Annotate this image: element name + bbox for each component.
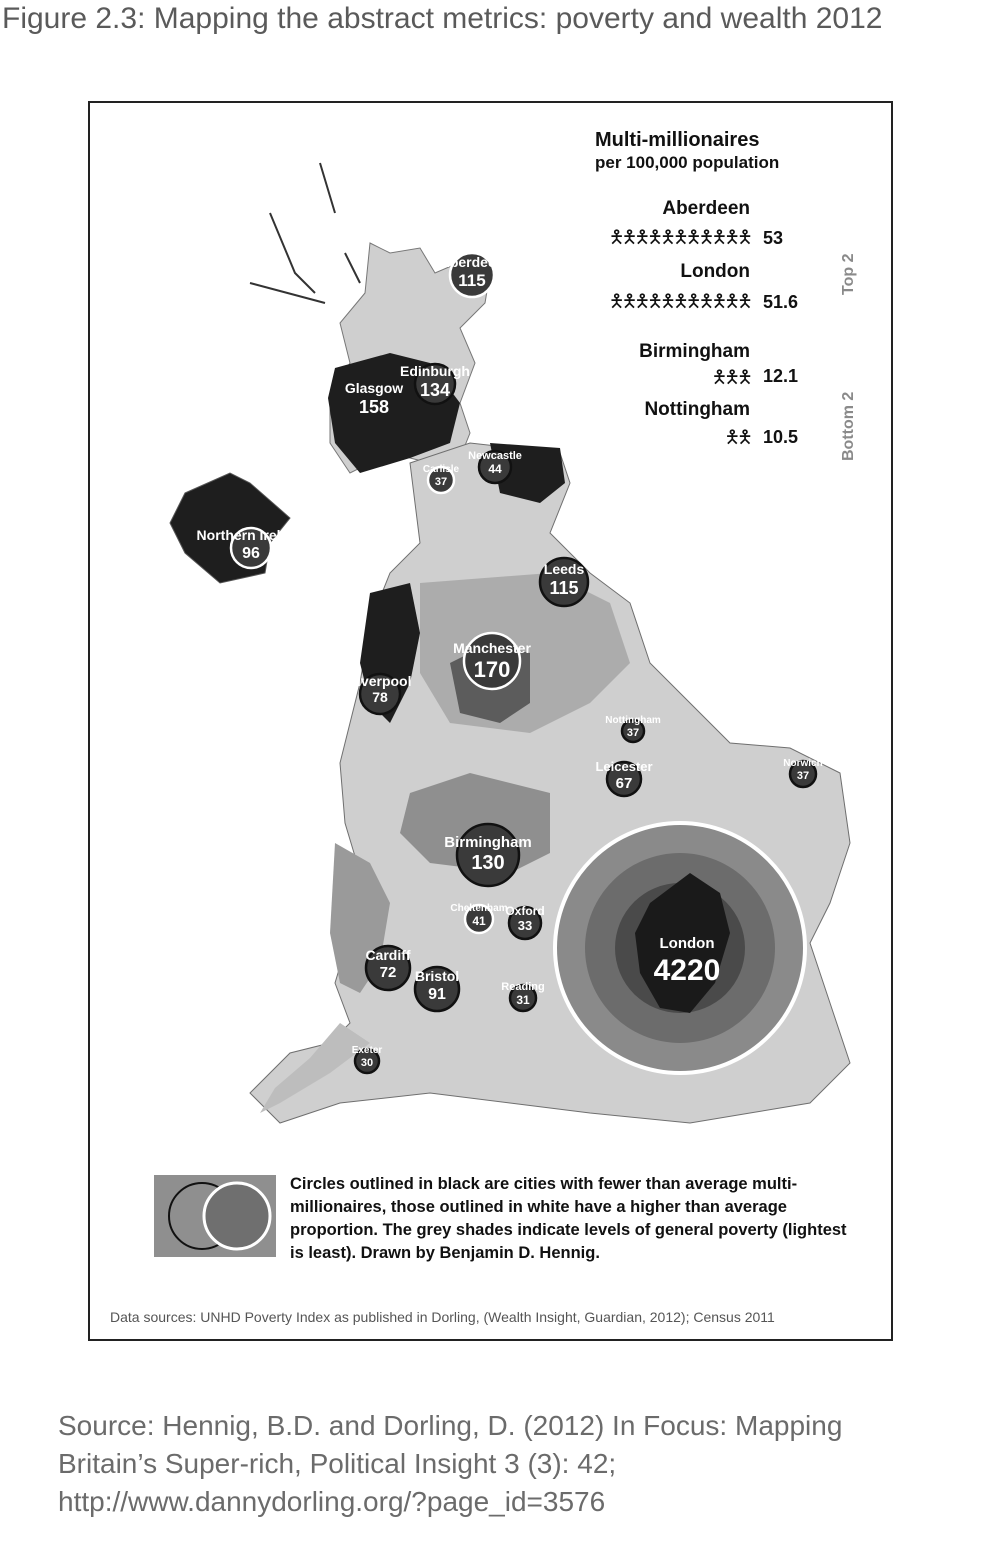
city-value: 37 [626,727,640,739]
cartogram-map [90,103,893,1341]
legend-bottom-city-1: Birmingham [639,341,750,362]
city-value: 37 [434,476,448,488]
city-label: Northern Ireland [196,527,306,543]
key-circles [154,1175,276,1257]
legend-bottom-label: Bottom 2 [840,391,857,461]
city-value: 44 [488,462,502,476]
city-label: London [659,935,715,952]
city-label: Exeter [351,1045,383,1056]
legend-top-label: Top 2 [840,253,857,295]
city-label: Aberdeen [439,254,505,270]
city-value: 134 [419,380,451,400]
legend-bottom-city-2: Nottingham [644,399,750,420]
city-value: 158 [358,397,390,417]
city-value: 33 [517,918,533,933]
city-label: Birmingham [444,834,532,851]
city-label: Edinburgh [400,363,470,379]
source-url: http://www.dannydorling.org/?page_id=3576 [58,1486,606,1517]
legend-bottom-icons-2: 🯅🯅 [724,427,750,447]
city-label: Oxford [505,904,545,918]
city-label: Reading [501,981,545,993]
key-description: Circles outlined in black are cities with fewer than average multi-millionaires, those outlined in white have a higher than average proportion. The grey shades indicate levels of general poverty (lightest is least). Drawn by Benjamin D. Hennig. [290,1175,847,1262]
legend-bottom-value-1: 12.1 [763,366,799,386]
city-value: 67 [615,775,633,792]
city-label: Leicester [595,759,653,774]
legend-bottom-icons-1: 🯅🯅🯅 [711,367,750,387]
legend-top-icons-2: 🯅🯅🯅🯅🯅🯅🯅🯅🯅🯅🯅 [608,291,750,311]
city-value: 41 [472,914,486,928]
city-value: 130 [471,852,505,874]
city-value: 115 [549,578,579,598]
city-value: 4220 [653,954,721,987]
legend-top-city-1: Aberdeen [662,198,750,219]
source-citation [58,1407,988,1521]
legend-top-value-1: 53 [763,228,784,248]
city-value: 96 [242,545,260,562]
map-figure [88,101,893,1341]
city-value: 30 [360,1057,374,1069]
city-value: 91 [428,986,446,1003]
city-value: 170 [473,657,511,682]
city-value: 31 [516,993,530,1007]
legend-top-value-2: 51.6 [763,292,799,312]
city-label: Norwich [783,758,823,769]
legend-title: Multi-millionaires [595,129,760,151]
legend-top-city-2: London [680,261,750,282]
city-label: Manchester [453,640,531,656]
source-line: Source: Hennig, B.D. and Dorling, D. (2012) In Focus: Mapping [58,1410,843,1441]
city-value: 115 [458,271,486,290]
land-highlands-lines [250,163,360,303]
city-label: Nottingham [605,715,661,726]
legend [595,127,875,173]
city-label: Liverpool [348,673,412,689]
source-line: Britain’s Super-rich, Political Insight 3 (3): 42; [58,1448,617,1479]
legend-bottom-value-2: 10.5 [763,427,799,447]
city-value: 72 [379,964,397,981]
city-label: Glasgow [344,380,404,396]
city-label: Carlisle [422,464,460,475]
data-sources: Data sources: UNHD Poverty Index as published in Dorling, (Wealth Insight, Guardian, 2012); Census 2011 [110,1309,775,1325]
city-label: Bristol [414,968,460,984]
city-label: Leeds [543,561,585,577]
city-value: 37 [796,770,810,782]
city-label: Cardiff [365,947,411,963]
figure-title: Figure 2.3: Mapping the abstract metrics: poverty and wealth 2012 [2,2,883,35]
legend-top-icons-1: 🯅🯅🯅🯅🯅🯅🯅🯅🯅🯅🯅 [608,227,750,247]
city-label: Newcastle [468,450,522,462]
city-value: 78 [372,689,388,705]
legend-subtitle: per 100,000 population [595,153,780,172]
city-label: Cheltenham [450,903,508,914]
key-swatch [154,1175,276,1257]
